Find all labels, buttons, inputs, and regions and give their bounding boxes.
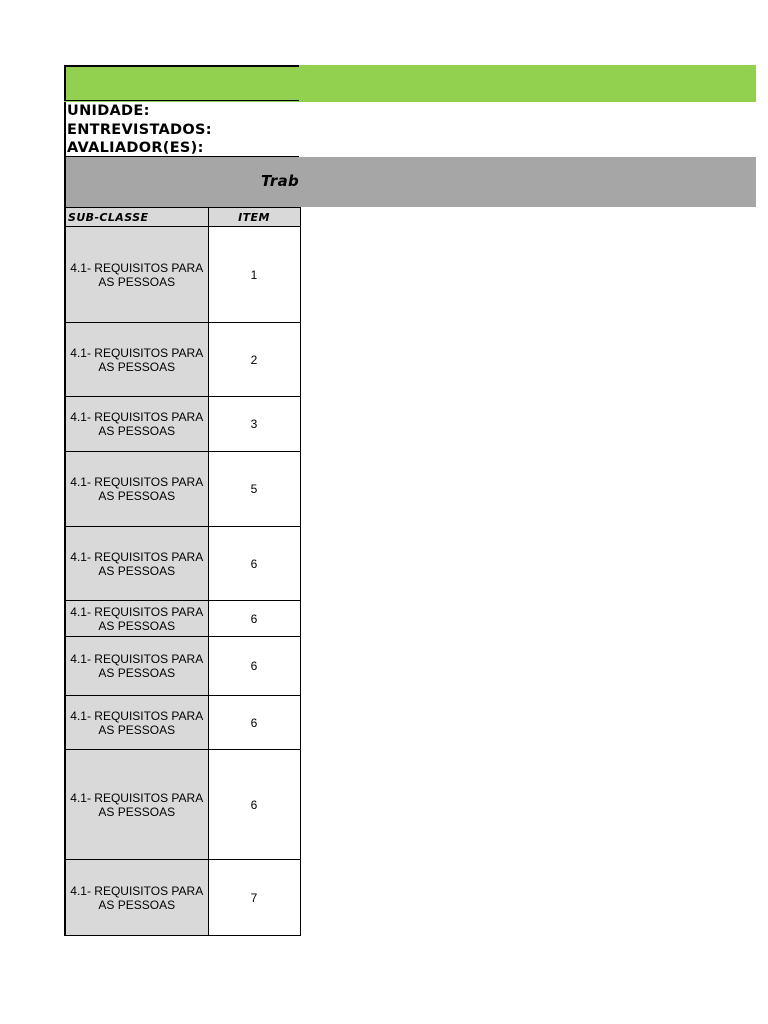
- table-row: [65, 750, 300, 860]
- header-title-cell[interactable]: [64, 65, 299, 101]
- item-cell[interactable]: 2: [208, 323, 300, 397]
- table-header-row: [65, 208, 300, 227]
- table-row: [65, 696, 300, 750]
- item-cell[interactable]: 7: [208, 860, 300, 936]
- subclasse-cell[interactable]: 4.1- REQUISITOS PARA AS PESSOAS: [65, 601, 208, 637]
- subclasse-cell[interactable]: 4.1- REQUISITOS PARA AS PESSOAS: [65, 860, 208, 936]
- item-cell[interactable]: 5: [208, 452, 300, 527]
- info-block: [64, 102, 299, 157]
- subclasse-cell[interactable]: 4.1- REQUISITOS PARA AS PESSOAS: [65, 452, 208, 527]
- column-header-subclasse: SUB-CLASSE: [65, 208, 208, 227]
- entrevistados-label: ENTREVISTADOS:: [67, 121, 212, 138]
- item-cell[interactable]: 1: [208, 227, 300, 323]
- subclasse-cell[interactable]: 4.1- REQUISITOS PARA AS PESSOAS: [65, 227, 208, 323]
- item-cell[interactable]: 6: [208, 601, 300, 637]
- subclasse-cell[interactable]: 4.1- REQUISITOS PARA AS PESSOAS: [65, 527, 208, 601]
- table-row: [65, 452, 300, 527]
- table-row: [65, 601, 300, 637]
- unidade-label: UNIDADE:: [67, 103, 150, 119]
- item-cell[interactable]: 6: [208, 527, 300, 601]
- table-row: [65, 637, 300, 696]
- item-cell[interactable]: 6: [208, 696, 300, 750]
- table-row: [65, 397, 300, 452]
- subclasse-cell[interactable]: 4.1- REQUISITOS PARA AS PESSOAS: [65, 750, 208, 860]
- item-cell[interactable]: 3: [208, 397, 300, 452]
- subclasse-cell[interactable]: 4.1- REQUISITOS PARA AS PESSOAS: [65, 696, 208, 750]
- avaliadores-label: AVALIADOR(ES):: [67, 140, 204, 156]
- column-header-item: ITEM: [208, 208, 300, 227]
- item-cell[interactable]: 6: [208, 750, 300, 860]
- subclasse-cell[interactable]: 4.1- REQUISITOS PARA AS PESSOAS: [65, 397, 208, 452]
- subclasse-cell[interactable]: 4.1- REQUISITOS PARA AS PESSOAS: [65, 637, 208, 696]
- table-row: [65, 527, 300, 601]
- table-row: [65, 323, 300, 397]
- items-table: [64, 207, 301, 936]
- item-cell[interactable]: 6: [208, 637, 300, 696]
- table-row: [65, 860, 300, 936]
- table-row: [65, 227, 300, 323]
- subclasse-cell[interactable]: 4.1- REQUISITOS PARA AS PESSOAS: [65, 323, 208, 397]
- section-title: Trab: [261, 172, 300, 190]
